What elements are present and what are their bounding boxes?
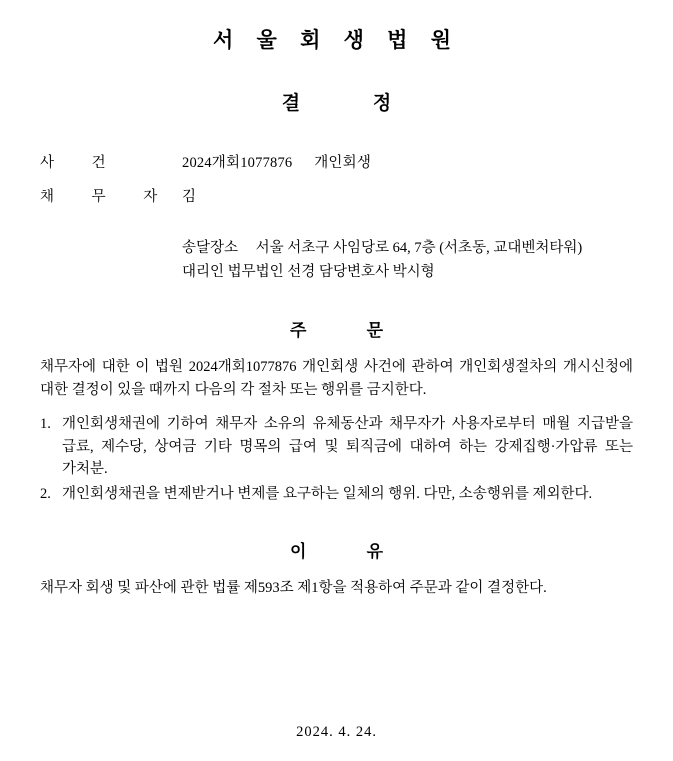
list-item-text: 개인회생채권을 변제받거나 변제를 요구하는 일체의 행위. 다만, 소송행위를 제외한다.: [62, 485, 593, 502]
case-meta-block: [40, 152, 633, 209]
debtor-name: 김: [182, 189, 197, 206]
case-number-value: [182, 152, 371, 174]
reason-section-heading: 이 유: [289, 542, 412, 562]
debtor-label: 채 무 자: [40, 189, 175, 206]
case-number-label: 사 건: [40, 154, 123, 171]
debtor-row: [40, 186, 633, 208]
document-type-title: 결 정: [281, 92, 426, 114]
service-address-label: 송달장소: [182, 239, 239, 256]
service-address-block: [182, 237, 633, 284]
main-section-paragraph: 채무자에 대한 이 법원 2024개회1077876 개인회생 사건에 관하여 개인회생절차의 개시신청에 대한 결정이 있을 때까지 다음의 각 절차 또는 행위를 금지한다.: [40, 359, 633, 398]
list-item: [40, 413, 633, 480]
prohibited-actions-list: [40, 413, 633, 505]
court-title: 서 울 회 생 법 원: [213, 28, 460, 52]
list-item: [40, 483, 633, 505]
service-address-line: [182, 237, 633, 259]
main-section-heading: 주 문: [289, 320, 412, 340]
case-number-row: [40, 152, 633, 174]
document-page: [0, 24, 673, 761]
decision-date: 2024. 4. 24.: [296, 723, 377, 740]
list-item-text: 개인회생채권에 기하여 채무자 소유의 유체동산과 채무자가 사용자로부터 매월 지급받을 급료, 제수당, 상여금 기타 명목의 급여 및 퇴직금에 대하여 하는 강제집행·가압류 또는 가처분.: [62, 416, 633, 478]
case-number: 2024개회1077876: [182, 154, 293, 171]
reason-section-paragraph: 채무자 회생 및 파산에 관한 법률 제593조 제1항을 적용하여 주문과 같이 결정한다.: [40, 580, 547, 597]
agent-line: 대리인 법무법인 선경 담당변호사 박시형: [182, 264, 435, 281]
service-address-value: 서울 서초구 사임당로 64, 7층 (서초동, 교대벤처타워): [255, 239, 583, 256]
case-type: 개인회생: [314, 154, 372, 171]
list-item-number: 1.: [40, 416, 51, 433]
list-item-number: 2.: [40, 485, 51, 502]
